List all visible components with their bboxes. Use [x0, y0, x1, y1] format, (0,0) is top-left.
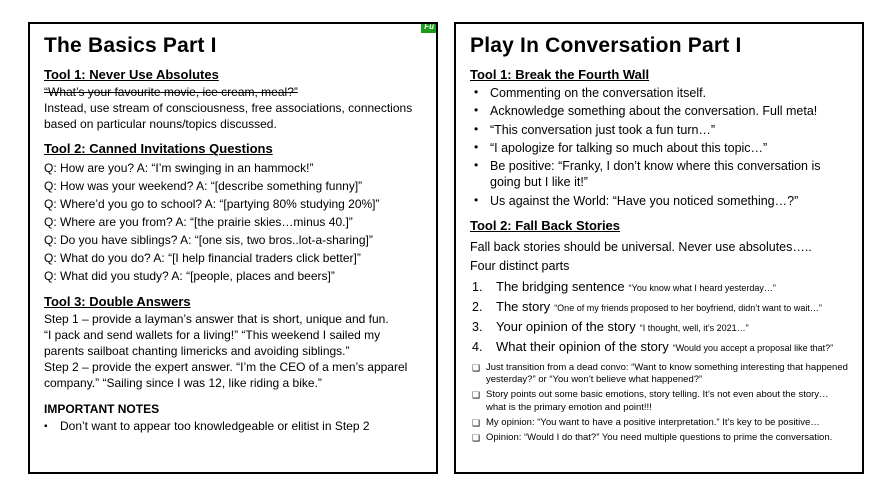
- list-item: [470, 103, 848, 119]
- bullet-icon: •: [474, 139, 479, 154]
- qa-line: Q: What do you do? A: “[I help financial traders click better]”: [44, 251, 361, 266]
- checklist-item: [470, 432, 848, 444]
- qa-line: Q: Do you have siblings? A: “[one sis, two bros..lot-a-sharing]”: [44, 233, 373, 248]
- slide-basics-panel: [28, 22, 438, 474]
- list-item: [470, 193, 848, 209]
- numbered-item-text: Your opinion of the story: [496, 318, 636, 334]
- numbered-item-quote: “I thought, well, it’s 2021…”: [639, 322, 749, 333]
- tool3-paragraph: Step 2 – provide the expert answer. “I’m the CEO of a men’s apparel company.” “Sailing since I was 12, like riding a bike.”: [44, 359, 408, 390]
- checklist-item-text: My opinion: “You want to have a positive interpretation.” It’s key to be positive…: [486, 416, 820, 428]
- bullet-icon: •: [474, 85, 479, 99]
- qa-line: Q: How was your weekend? A: “[describe something funny]”: [44, 179, 363, 194]
- checkbox-icon: ❑: [472, 362, 481, 373]
- numbered-item-quote: “You know what I heard yesterday…”: [628, 282, 776, 293]
- checkbox-icon: ❑: [472, 433, 481, 444]
- checklist-item-text: Opinion: “Would I do that?” You need multiple questions to prime the conversation.: [486, 432, 833, 444]
- distinct-parts-list: [470, 279, 848, 354]
- break-fourth-wall-heading: Tool 1: Break the Fourth Wall: [470, 67, 650, 82]
- item-number: 3.: [472, 319, 483, 334]
- list-item: [470, 122, 848, 138]
- list-item: [470, 158, 848, 191]
- qa-list: [44, 159, 422, 285]
- checklist-item-text: Just transition from a dead convo: “Want to know something interesting that happened yesterday?” or “You won’t believe what happened?”: [486, 361, 848, 385]
- fourth-wall-bullet-list: [470, 85, 848, 209]
- numbered-item: [470, 279, 848, 294]
- item-number: 2.: [472, 299, 483, 314]
- list-item-text: “This conversation just took a fun turn…”: [490, 122, 716, 137]
- tool3-paragraph: “I pack and send wallets for a living!” “This weekend I sailed my parents sailboat chanting limericks and avoiding siblings.”: [44, 328, 381, 359]
- numbered-item-quote: “One of my friends proposed to her boyfriend, didn’t want to wait…”: [554, 302, 822, 313]
- numbered-item: [470, 319, 848, 334]
- qa-line: Q: Where’d you go to school? A: “[partying 80% studying 20%]”: [44, 197, 380, 212]
- tool1-strikethrough-example: “What’s your favourite movie, ice cream, meal?”: [44, 85, 298, 99]
- fall-back-checklist: [470, 362, 848, 445]
- list-item-text: Be positive: “Franky, I don’t know where this conversation is going but I like it!”: [490, 159, 821, 190]
- checkbox-icon: ❑: [472, 417, 481, 428]
- note-item: [44, 419, 422, 435]
- note-item-text: Don’t want to appear too knowledgeable or elitist in Step 2: [60, 418, 370, 433]
- bullet-icon: •: [474, 121, 479, 136]
- checklist-item-text: Story points out some basic emotions, story telling. It’s not even about the story… what is the primary emotion and point!!!: [486, 389, 829, 413]
- numbered-item: [470, 339, 848, 354]
- checklist-item: [470, 362, 848, 387]
- tool1-heading: Tool 1: Never Use Absolutes: [44, 67, 219, 82]
- tool2-heading: Tool 2: Canned Invitations Questions: [44, 141, 273, 157]
- qa-line: Q: What did you study? A: “[people, places and beers]”: [44, 269, 335, 284]
- bullet-icon: •: [474, 192, 479, 207]
- fall-back-intro: Fall back stories should be universal. Never use absolutes…..: [470, 239, 812, 254]
- bullet-icon: •: [474, 158, 479, 172]
- item-number: 4.: [472, 339, 483, 354]
- qa-line: Q: Where are you from? A: “[the prairie skies…minus 40.]”: [44, 215, 353, 230]
- logo-badge: Fu: [421, 22, 437, 33]
- tool3-paragraph: Step 1 – provide a layman’s answer that is short, unique and fun.: [44, 312, 389, 327]
- tool1-body-text: Instead, use stream of consciousness, free associations, connections based on particular nouns/topics discussed.: [44, 100, 413, 131]
- left-slide-title: The Basics Part I: [44, 34, 217, 57]
- fall-back-intro: Four distinct parts: [470, 258, 570, 273]
- list-item-text: Acknowledge something about the conversation. Full meta!: [490, 104, 818, 119]
- tool3-heading: Tool 3: Double Answers: [44, 294, 191, 310]
- checklist-item: [470, 389, 848, 414]
- slide-conversation-panel: [454, 22, 864, 474]
- bullet-icon: •: [474, 103, 479, 118]
- list-item-text: Us against the World: “Have you noticed something…?”: [490, 193, 799, 208]
- numbered-item-text: What their opinion of the story: [496, 338, 669, 354]
- list-item: [470, 85, 848, 101]
- list-item-text: “I apologize for talking so much about this topic…”: [490, 140, 768, 155]
- item-number: 1.: [472, 279, 483, 294]
- important-notes-heading: IMPORTANT NOTES: [44, 401, 160, 416]
- qa-line: Q: How are you? A: “I’m swinging in an hammock!”: [44, 161, 314, 176]
- checkbox-icon: ❑: [472, 390, 481, 401]
- square-bullet-icon: ▪: [44, 420, 48, 432]
- numbered-item-text: The bridging sentence: [496, 278, 625, 294]
- checklist-item: [470, 417, 848, 429]
- numbered-item-text: The story: [496, 298, 551, 314]
- numbered-item-quote: “Would you accept a proposal like that?”: [672, 342, 834, 353]
- right-slide-title: Play In Conversation Part I: [470, 34, 742, 57]
- fall-back-stories-heading: Tool 2: Fall Back Stories: [470, 217, 621, 233]
- list-item-text: Commenting on the conversation itself.: [490, 86, 707, 100]
- list-item: [470, 140, 848, 156]
- numbered-item: [470, 299, 848, 314]
